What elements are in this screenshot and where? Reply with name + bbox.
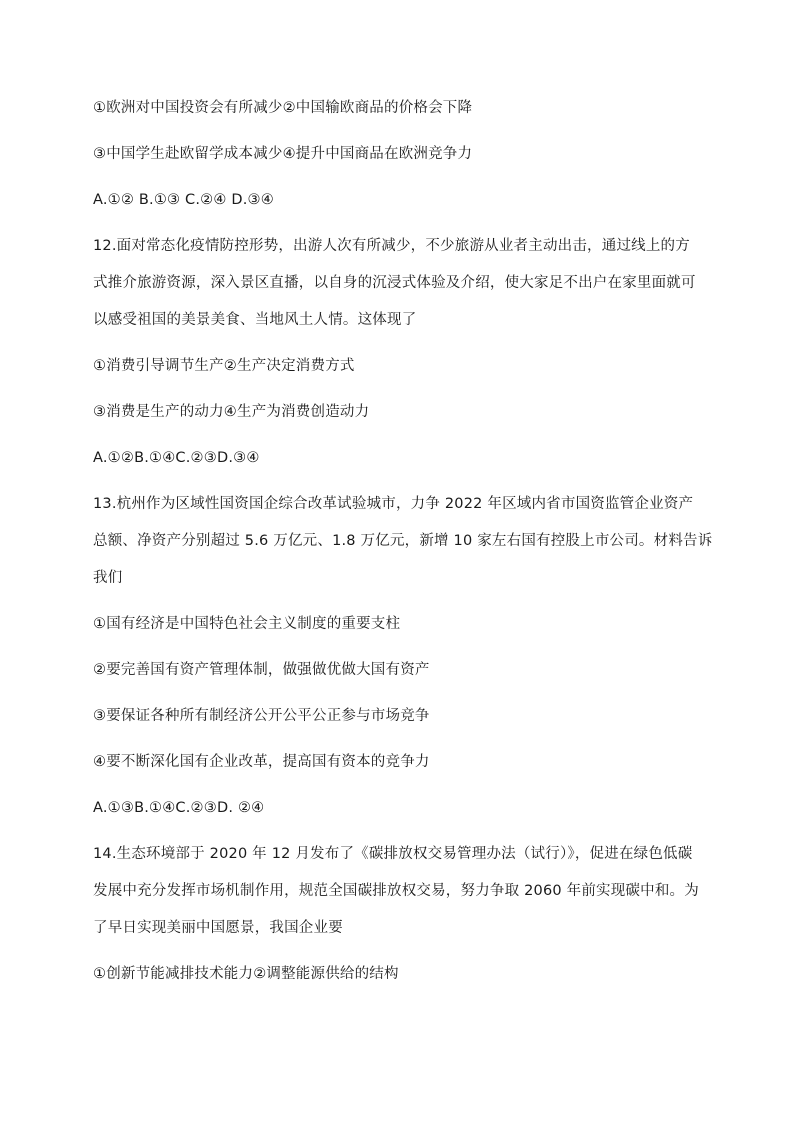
q11-options-line-2: ③中国学生赴欧留学成本减少④提升中国商品在欧洲竞争力	[93, 146, 473, 162]
q13-option-1: ①国有经济是中国特色社会主义制度的重要支柱	[93, 616, 401, 632]
q14-stem-line-2: 发展中充分发挥市场机制作用，规范全国碳排放权交易，努力争取 2060 年前实现碳中和。为	[93, 883, 699, 899]
q12-stem-line-3: 以感受祖国的美景美食、当地风土人情。这体现了	[93, 312, 417, 328]
q12-answer-choices: A.①②B.①④C.②③D.③④	[93, 450, 260, 466]
q13-stem-line-2: 总额、净资产分别超过 5.6 万亿元、1.8 万亿元，新增 10 家左右国有控股上市公司。材料告诉	[93, 533, 713, 549]
q12-stem-line-1: 12.面对常态化疫情防控形势，出游人次有所减少，不少旅游从业者主动出击，通过线上的方	[93, 238, 690, 254]
q13-stem-line-3: 我们	[93, 570, 123, 586]
q12-option-line-1: ①消费引导调节生产②生产决定消费方式	[93, 358, 355, 374]
q11-options-line-1: ①欧洲对中国投资会有所减少②中国输欧商品的价格会下降	[93, 100, 473, 116]
q11-answer-choices: A.①② B.①③ C.②④ D.③④	[93, 192, 274, 208]
q13-stem-line-1: 13.杭州作为区域性国资国企综合改革试验城市，力争 2022 年区域内省市国资监管企业资产	[93, 496, 694, 512]
q14-stem-line-3: 了早日实现美丽中国愿景，我国企业要	[93, 920, 343, 936]
q13-option-4: ④要不断深化国有企业改革，提高国有资本的竞争力	[93, 754, 430, 770]
q14-stem-line-1: 14.生态环境部于 2020 年 12 月发布了《碳排放权交易管理办法（试行）》，促进在绿色低碳	[93, 846, 693, 862]
q13-option-2: ②要完善国有资产管理体制，做强做优做大国有资产	[93, 662, 430, 678]
q14-option-line-1: ①创新节能减排技术能力②调整能源供给的结构	[93, 966, 399, 982]
q13-answer-choices: A.①③B.①④C.②③D. ②④	[93, 800, 265, 816]
q12-stem-line-2: 式推介旅游资源，深入景区直播，以自身的沉浸式体验及介绍，使大家足不出户在家里面就可	[93, 275, 696, 291]
q13-option-3: ③要保证各种所有制经济公开公平公正参与市场竞争	[93, 708, 430, 724]
q12-option-line-2: ③消费是生产的动力④生产为消费创造动力	[93, 404, 370, 420]
